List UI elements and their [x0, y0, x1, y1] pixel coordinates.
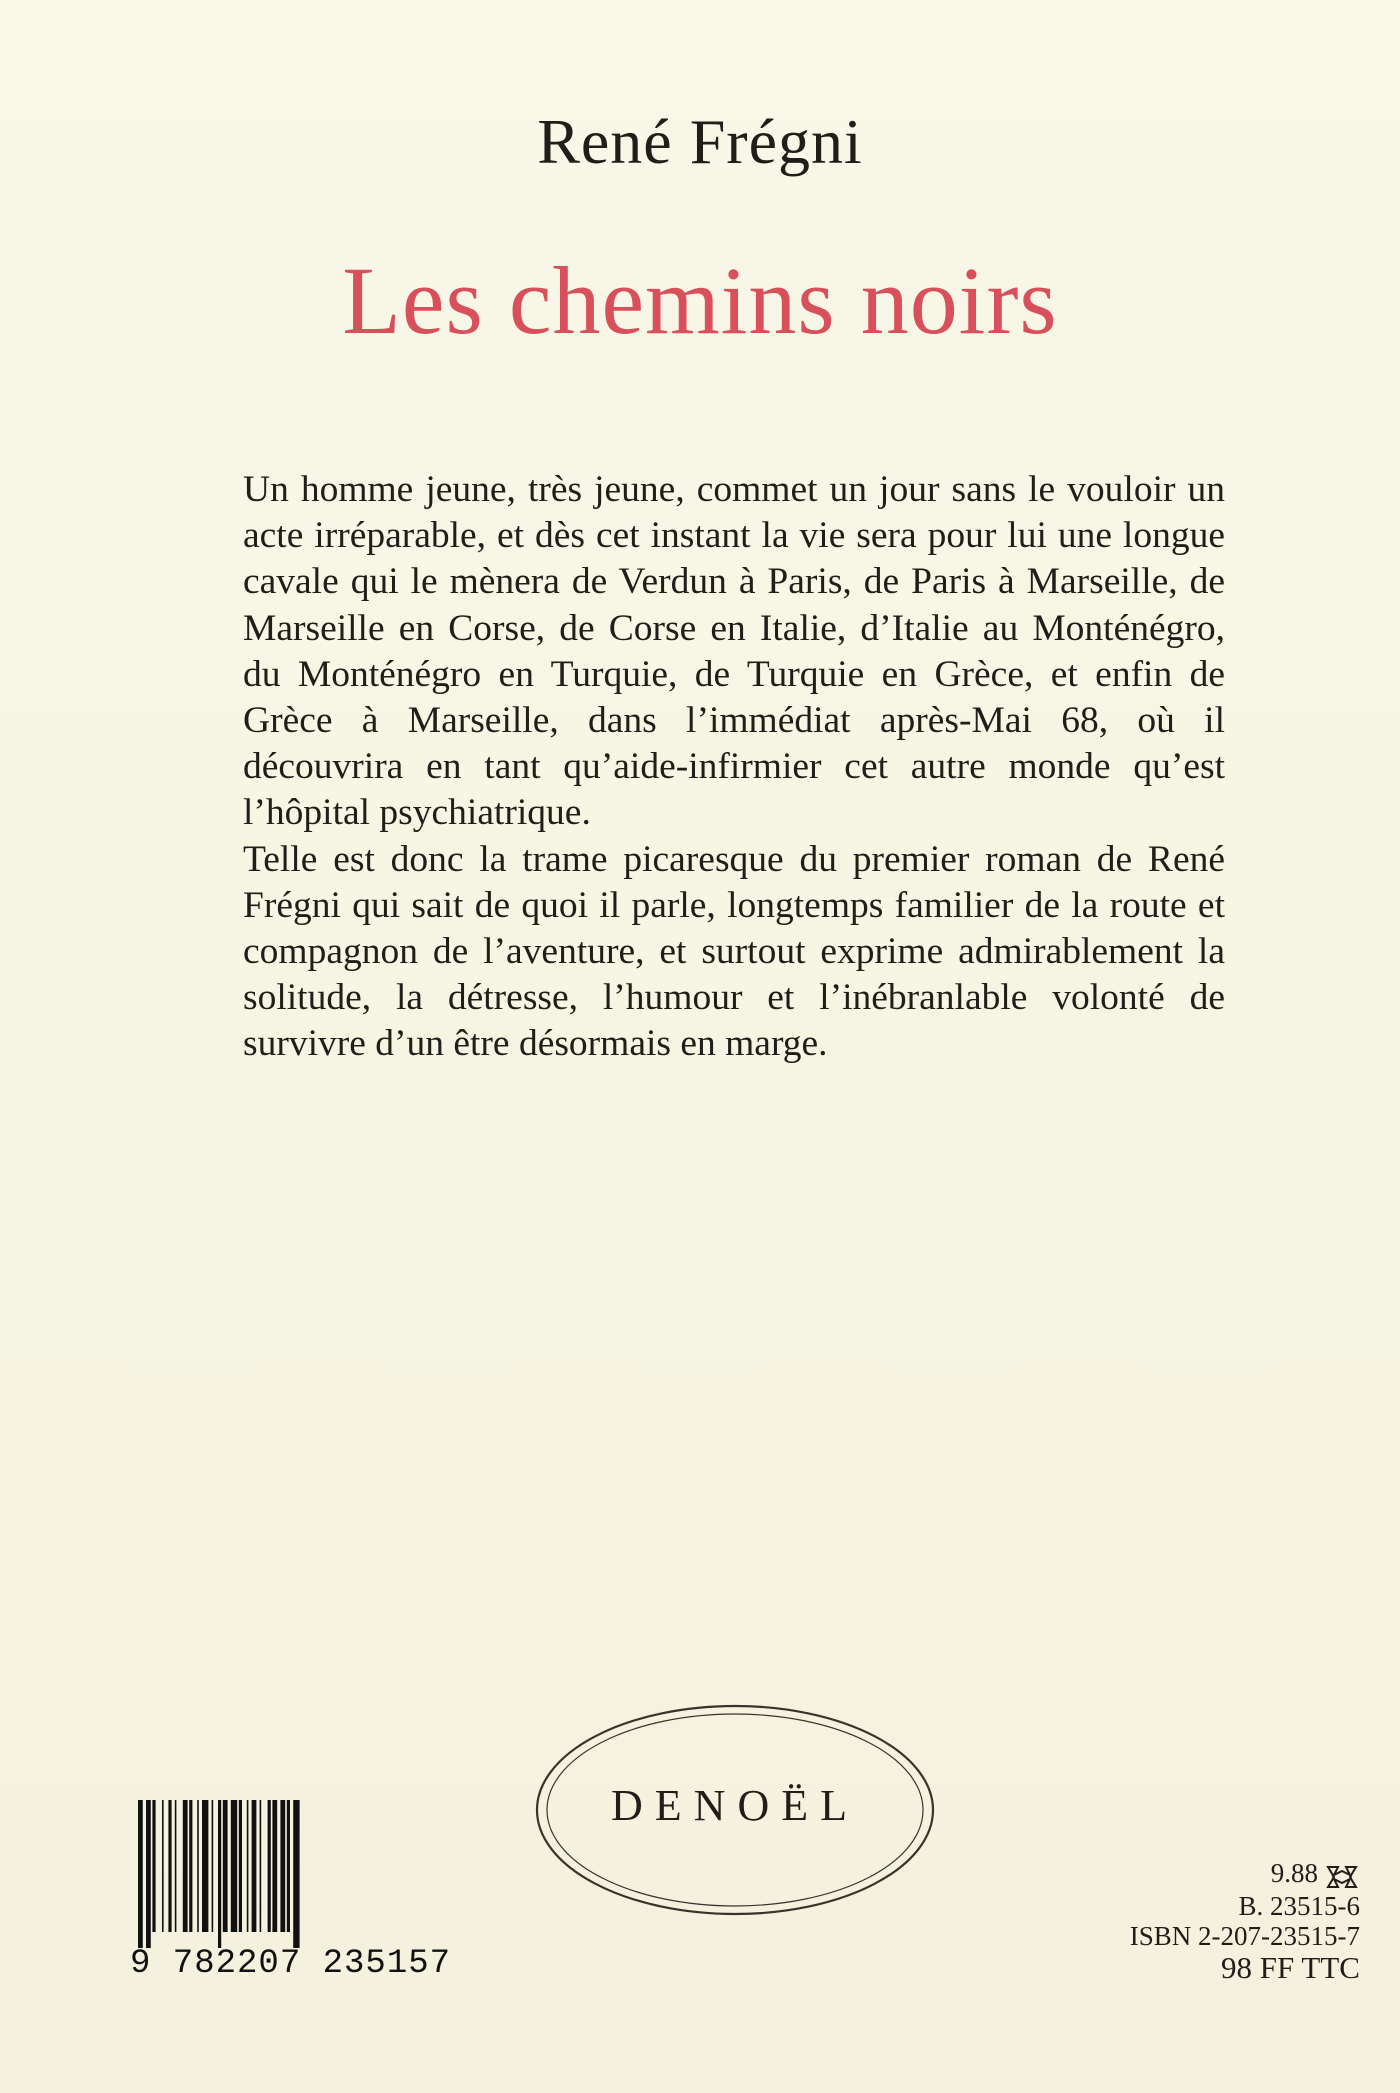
barcode-bar	[183, 1800, 188, 1932]
barcode-bar	[168, 1800, 171, 1932]
blurb-paragraph-1: Un homme jeune, très jeune, commet un jour sans le vouloir un acte irréparable, et dès cet instant la vie sera pour lui une longue cavale qui le mènera de Verdun à Paris, de Paris à Marseille, de Marseille en Corse, de Corse en Italie, d’Italie au Monténégro, du Monténégro en Turquie, de Turquie en Grèce, et enfin de Grèce à Marseille, dans l’immédiat après-Mai 68, où il découvrira en tant qu’aide-infirmier cet autre monde qu’est l’hôpital psychiatrique.	[243, 469, 1225, 834]
publisher-name: DENOËL	[611, 1781, 859, 1830]
barcode-bar	[239, 1800, 242, 1932]
blurb	[243, 467, 1225, 1068]
barcode-bar	[260, 1800, 262, 1932]
barcode-bars	[130, 1800, 450, 1950]
price: 98 FF TTC	[1221, 1949, 1360, 1985]
barcode-bar	[280, 1800, 285, 1932]
price-info	[1120, 1858, 1360, 1983]
barcode-bar	[218, 1800, 221, 1948]
print-code: 9.88	[1270, 1858, 1318, 1888]
barcode-bar	[247, 1800, 249, 1932]
barcode-bar	[152, 1800, 155, 1932]
printer-mark-icon	[1324, 1861, 1360, 1891]
barcode	[130, 1800, 450, 1990]
barcode-bar	[293, 1800, 299, 1948]
barcode-bar	[252, 1800, 257, 1932]
barcode-bar	[197, 1800, 199, 1932]
barcode-bar	[202, 1800, 208, 1932]
barcode-bar	[268, 1800, 271, 1932]
barcode-bar	[162, 1800, 164, 1932]
barcode-bar	[175, 1800, 177, 1932]
barcode-bar	[189, 1800, 192, 1932]
barcode-bar	[287, 1800, 290, 1932]
isbn: ISBN 2-207-23515-7	[1129, 1920, 1360, 1951]
barcode-bar	[231, 1800, 237, 1932]
barcode-number: 9 782207 235157	[130, 1945, 452, 1983]
barcode-bar	[223, 1800, 228, 1932]
barcode-bar	[146, 1800, 151, 1948]
publisher-logo	[530, 1700, 940, 1920]
barcode-bar	[272, 1800, 277, 1932]
barcode-bar	[138, 1800, 143, 1948]
blurb-paragraph-2: Telle est donc la trame picaresque du premier roman de René Frégni qui sait de quoi il parle, longtemps familier de la route et compagnon de l’aventure, et surtout exprime admirablement la solitude, la détresse, l’humour et l’inébranlable volonté de survivre d’un être désormais en marge.	[243, 838, 1225, 1065]
catalog-number: B. 23515-6	[1238, 1890, 1360, 1921]
barcode-bar	[212, 1800, 214, 1932]
author-name: René Frégni	[537, 106, 863, 177]
book-title: Les chemins noirs	[342, 247, 1058, 354]
